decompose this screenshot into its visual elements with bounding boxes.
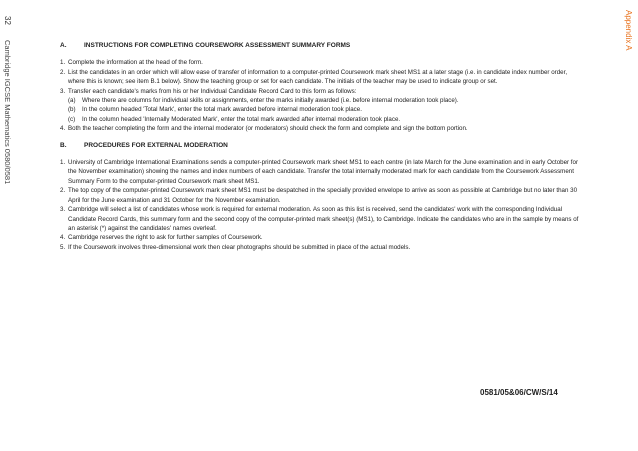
item-number: 3. <box>60 87 66 95</box>
item-text: Transfer each candidate's marks from his or her Individual Candidate Record Card to this form as follows: <box>68 87 357 95</box>
sub-item <box>60 96 582 105</box>
item-text: If the Coursework involves three-dimensional work then clear photographs should be submitted in place of the actual models. <box>68 243 411 251</box>
item-number: 5. <box>60 243 66 251</box>
item-number: 2. <box>60 187 66 195</box>
list-item <box>60 58 582 67</box>
list-item <box>60 87 582 96</box>
item-text: University of Cambridge International Examinations sends a computer-printed Coursework mark sheet MS1 to each centre (in late March for the June examination and in early October for the November examination) showing the names and index numbers of each candidate. Transfer the total internally moderated mark for each candidate from the Coursework Assessment Summary Form to the computer-printed Coursework mark sheet MS1. <box>68 159 579 185</box>
page-number: 32 <box>3 16 12 25</box>
item-number: 2. <box>60 68 66 76</box>
content-body <box>60 41 582 256</box>
sub-item-text: Where there are columns for individual skills or assignments, enter the marks initially awarded (i.e. before internal moderation took place). <box>82 97 459 105</box>
item-number: 4. <box>60 234 66 242</box>
list-item <box>60 243 582 252</box>
item-number: 3. <box>60 206 66 214</box>
section-a-heading <box>60 41 582 50</box>
list-item <box>60 233 582 242</box>
section-b-title: PROCEDURES FOR EXTERNAL MODERATION <box>84 141 228 149</box>
sub-item-text: In the column headed 'Internally Moderated Mark', enter the total mark awarded after internal moderation took place. <box>82 115 401 123</box>
left-margin <box>0 0 20 451</box>
document-title: Cambridge IGCSE Mathematics 0580/0581 <box>3 40 12 185</box>
sub-item <box>60 105 582 114</box>
list-item <box>60 124 582 133</box>
sub-item-mark: (a) <box>68 97 76 105</box>
section-b-heading <box>60 141 582 150</box>
sub-item <box>60 115 582 124</box>
sub-item-mark: (b) <box>68 106 76 114</box>
item-number: 1. <box>60 59 66 67</box>
item-number: 4. <box>60 125 66 133</box>
section-b-letter: B. <box>60 141 67 149</box>
section-b-list <box>60 158 582 252</box>
section-a-title: INSTRUCTIONS FOR COMPLETING COURSEWORK ASSESSMENT SUMMARY FORMS <box>84 42 351 49</box>
item-text: Cambridge reserves the right to ask for further samples of Coursework. <box>68 234 263 242</box>
reference-code: 0581/05&06/CW/S/14 <box>480 388 558 397</box>
item-text: List the candidates in an order which will allow ease of transfer of information to a computer-printed Coursework mark sheet MS1 at a later stage (i.e. in candidate index number order, where this is known; see item B.1 below). Show the teaching group or set for each candidate. The initials of the teacher may be used to indicate group or set. <box>68 68 568 86</box>
item-number: 1. <box>60 159 66 167</box>
section-a-list <box>60 58 582 133</box>
item-text: Both the teacher completing the form and the internal moderator (or moderators) should check the form and complete and sign the bottom portion. <box>68 125 468 133</box>
list-item <box>60 158 582 186</box>
list-item <box>60 68 582 87</box>
section-a-letter: A. <box>60 42 67 49</box>
item-text: Cambridge will select a list of candidates whose work is required for external moderation. As soon as this list is received, send the candidates' work with the corresponding Individual Candidate Record Cards, this summary form and the second copy of the computer-printed mark sheet(s) (MS1), to Cambridge. Indicate the candidates who are in the sample by means of an asterisk (*) against the candidates' names overleaf. <box>68 206 579 232</box>
item-text: The top copy of the computer-printed Coursework mark sheet MS1 must be despatched in the specially provided envelope to arrive as soon as possible at Cambridge but no later than 30 April for the June examination and 31 October for the November examination. <box>68 187 578 204</box>
list-item <box>60 205 582 233</box>
item-text: Complete the information at the head of the form. <box>68 59 203 67</box>
sub-item-mark: (c) <box>68 115 76 123</box>
list-item <box>60 186 582 205</box>
appendix-label: Appendix A <box>624 10 633 51</box>
sub-item-text: In the column headed 'Total Mark', enter the total mark awarded before internal moderation took place. <box>82 106 362 114</box>
